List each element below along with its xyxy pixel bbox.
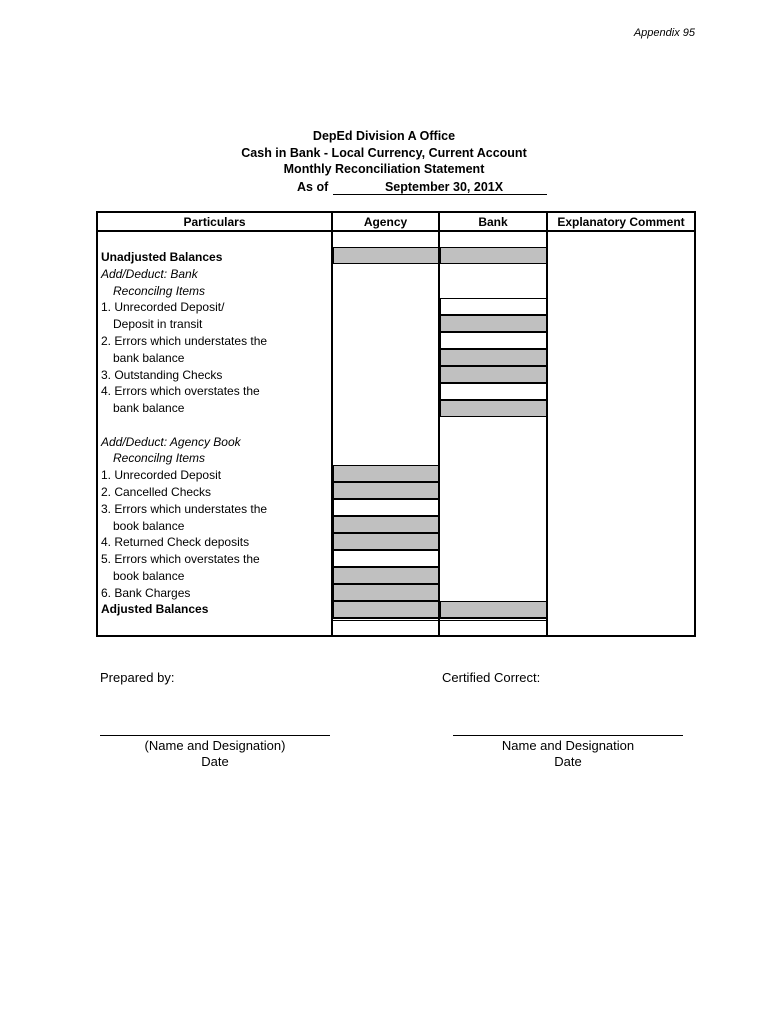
row-agency-3-cont: book balance — [113, 519, 185, 533]
office-name: DepEd Division A Office — [312, 129, 456, 143]
row-bank-4: 4. Errors which overstates the — [101, 384, 260, 398]
agency-items-heading-sub: Reconcilng Items — [113, 451, 206, 465]
row-bank-2: 2. Errors which understates the — [101, 334, 268, 348]
header-explanatory-comment: Explanatory Comment — [557, 215, 685, 229]
agency-double-underline — [333, 618, 439, 621]
row-agency-1: 1. Unrecorded Deposit — [101, 468, 222, 482]
row-agency-3: 3. Errors which understates the — [101, 502, 268, 516]
agency-unadjusted-cell[interactable] — [333, 247, 439, 264]
agency-unrecorded-deposit-cell[interactable] — [333, 465, 439, 482]
agency-adjusted-cell[interactable] — [333, 601, 439, 618]
prepared-by-label: Prepared by: — [100, 670, 175, 685]
agency-items-heading: Add/Deduct: Agency Book — [101, 435, 241, 449]
row-agency-6: 6. Bank Charges — [101, 586, 191, 600]
header-agency: Agency — [363, 215, 408, 229]
row-agency-5-cont: book balance — [113, 569, 185, 583]
certified-date: Date — [554, 754, 582, 769]
row-agency-4: 4. Returned Check deposits — [101, 535, 250, 549]
header-bank: Bank — [478, 215, 508, 229]
row-adjusted-balances: Adjusted Balances — [101, 602, 209, 616]
bank-deposit-transit-cell[interactable] — [440, 315, 547, 332]
agency-returned-checks-cell[interactable] — [333, 533, 439, 550]
agency-overstates-cell[interactable] — [333, 567, 439, 584]
certified-name-designation: Name and Designation — [501, 738, 635, 753]
bank-items-heading-sub: Reconcilng Items — [113, 284, 206, 298]
prepared-date: Date — [201, 754, 229, 769]
row-bank-3: 3. Outstanding Checks — [101, 368, 223, 382]
row-bank-2-cont: bank balance — [113, 351, 185, 365]
bank-adjusted-cell[interactable] — [440, 601, 547, 618]
row-agency-5: 5. Errors which overstates the — [101, 552, 260, 566]
agency-bank-charges-cell[interactable] — [333, 584, 439, 601]
statement-title — [0, 128, 768, 178]
row-bank-4-cont: bank balance — [113, 401, 185, 415]
header-particulars: Particulars — [183, 215, 246, 229]
column-divider — [546, 213, 548, 635]
row-bank-1-cont: Deposit in transit — [113, 317, 203, 331]
row-agency-2: 2. Cancelled Checks — [101, 485, 212, 499]
bank-unadjusted-cell[interactable] — [440, 247, 547, 264]
agency-cancelled-checks-cell[interactable] — [333, 482, 439, 499]
appendix-label: Appendix 95 — [633, 27, 695, 39]
agency-overstates-blank-cell[interactable] — [333, 550, 439, 567]
reconciliation-table — [96, 211, 696, 637]
bank-unrecorded-blank-cell[interactable] — [440, 298, 547, 315]
bank-overstates-cell[interactable] — [440, 400, 547, 417]
bank-understates-blank-cell[interactable] — [440, 332, 547, 349]
bank-double-underline — [440, 618, 547, 621]
bank-items-heading: Add/Deduct: Bank — [101, 267, 198, 281]
statement-name: Monthly Reconciliation Statement — [283, 162, 485, 176]
account-name: Cash in Bank - Local Currency, Current Account — [241, 145, 527, 160]
agency-understates-blank-cell[interactable] — [333, 499, 439, 516]
row-bank-1: 1. Unrecorded Deposit/ — [101, 300, 225, 314]
as-of-label: As of — [297, 180, 329, 194]
header-divider — [98, 230, 694, 232]
bank-overstates-blank-cell[interactable] — [440, 383, 547, 400]
bank-understates-cell[interactable] — [440, 349, 547, 366]
agency-understates-cell[interactable] — [333, 516, 439, 533]
prepared-signature-line — [100, 735, 330, 736]
certified-signature-line — [453, 735, 683, 736]
as-of-date: September 30, 201X — [333, 180, 547, 195]
certified-correct-label: Certified Correct: — [442, 670, 541, 685]
bank-outstanding-checks-cell[interactable] — [440, 366, 547, 383]
prepared-name-designation: (Name and Designation) — [144, 738, 286, 753]
row-unadjusted-balances: Unadjusted Balances — [101, 250, 223, 264]
